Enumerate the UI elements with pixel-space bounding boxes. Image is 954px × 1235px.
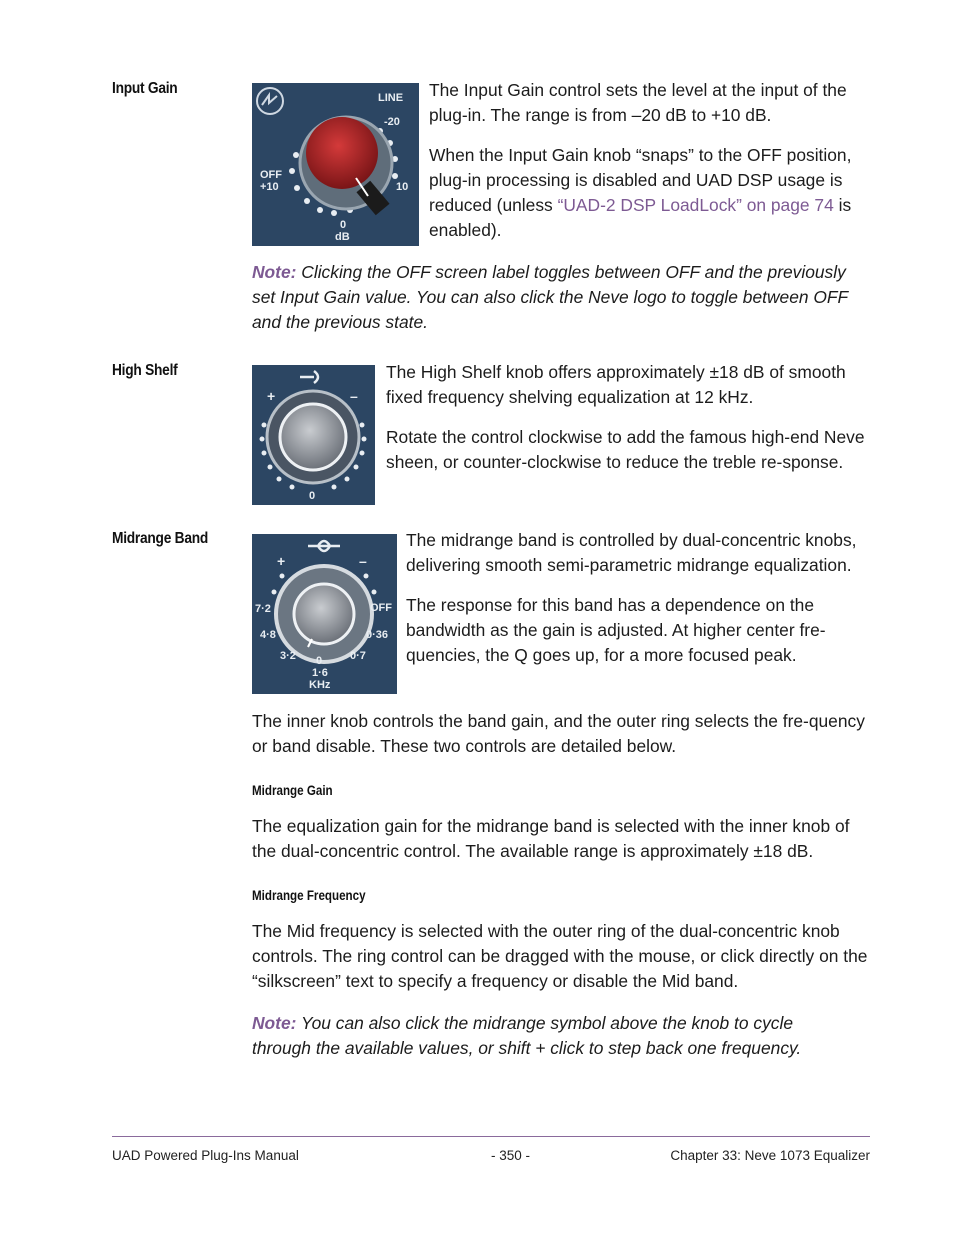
label-khz: KHz: [309, 679, 331, 691]
midrange-description: [406, 528, 872, 683]
high-shelf-p1: The High Shelf knob offers approximately ±18 dB of smooth fixed frequency shelving equalization at 12 kHz.: [386, 362, 846, 407]
high-shelf-knob-graphic: [252, 365, 375, 505]
label-0-36: 0·36: [366, 629, 389, 641]
subheading-midrange-frequency: Midrange Frequency: [252, 888, 366, 903]
input-gain-description: [429, 78, 871, 258]
label-db: dB: [335, 231, 350, 243]
input-gain-p1: The Input Gain control sets the level at the input of the plug-in. The range is from –20 dB to +10 dB.: [429, 80, 847, 125]
section-heading-high-shelf: High Shelf: [112, 362, 178, 379]
midrange-knob-image: [252, 534, 397, 694]
label-line: LINE: [378, 92, 404, 104]
input-gain-knob-image: [252, 83, 419, 246]
label-plus10: +10: [260, 181, 279, 193]
high-shelf-knob-image: [252, 365, 375, 505]
label-zero: 0: [316, 655, 323, 667]
midrange-gain-text: The equalization gain for the midrange band is selected with the inner knob of the dual-concentric control. The available range is approximately ±18 dB.: [252, 816, 850, 861]
midrange-p1: The midrange band is controlled by dual-concentric knobs, delivering smooth semi-parametric midrange equalization.: [406, 530, 857, 575]
midrange-p2: The response for this band has a dependence on the bandwidth as the gain is adjusted. At higher center fre-quencies, the Q goes up, for a more focused peak.: [406, 595, 826, 665]
input-gain-red-knob: [306, 117, 378, 189]
note-label: Note:: [252, 262, 297, 282]
input-gain-p2: When the Input Gain knob “snaps” to the OFF position, plug-in processing is disabled and UAD DSP usage is reduced (unless “UAD-2 DSP LoadLock” on page 74 is enabled).: [429, 145, 852, 240]
label-off: OFF: [260, 169, 282, 181]
note-label: Note:: [252, 1013, 297, 1033]
label-1-6: 1·6: [312, 667, 328, 679]
footer-chapter-title: Chapter 33: Neve 1073 Equalizer: [670, 1148, 870, 1163]
high-shelf-p2: Rotate the control clockwise to add the famous high-end Neve sheen, or counter-clockwise to reduce the treble re-sponse.: [386, 427, 865, 472]
high-shelf-description: [386, 360, 872, 490]
high-shelf-knob: [280, 404, 346, 470]
label-plus: +: [277, 553, 286, 569]
label-minus: –: [350, 388, 358, 404]
label-minus20: -20: [384, 116, 400, 128]
label-3-2: 3·2: [280, 650, 296, 662]
midrange-knob-graphic: [252, 534, 397, 694]
footer-manual-title: UAD Powered Plug-Ins Manual: [112, 1148, 299, 1163]
midrange-frequency-note: Note: You can also click the midrange symbol above the knob to cycle through the available values, or shift + click to step back one frequency.: [252, 1013, 802, 1058]
label-ten: 10: [396, 181, 409, 193]
midrange-frequency-text: The Mid frequency is selected with the outer ring of the dual-concentric knob controls. The ring control can be dragged with the mouse, or click directly on the “silkscreen” text to specify a frequency or disable the Mid band.: [252, 921, 868, 991]
section-heading-input-gain: Input Gain: [112, 80, 178, 97]
footer-page-number: - 350 -: [491, 1148, 531, 1163]
midrange-inner-knob: [294, 584, 354, 644]
label-plus: +: [267, 388, 276, 404]
footer-rule: [112, 1136, 870, 1137]
label-zero: 0: [309, 490, 316, 502]
label-7-2: 7·2: [255, 603, 271, 615]
input-gain-knob-graphic: [252, 83, 419, 246]
label-off: OFF: [370, 602, 392, 614]
section-heading-midrange-band: Midrange Band: [112, 530, 209, 547]
label-zero: 0: [340, 219, 347, 231]
loadlock-link[interactable]: “UAD-2 DSP LoadLock” on page 74: [557, 195, 834, 215]
label-minus: –: [359, 553, 367, 569]
label-4-8: 4·8: [260, 629, 276, 641]
input-gain-note: Note: Clicking the OFF screen label toggles between OFF and the previously set Input Gain value. You can also click the Neve logo to toggle between OFF and the previous state.: [252, 262, 848, 332]
subheading-midrange-gain: Midrange Gain: [252, 783, 333, 798]
label-0-7: 0·7: [350, 650, 366, 662]
midrange-p3: The inner knob controls the band gain, and the outer ring selects the fre-quency or band disable. These two controls are detailed below.: [252, 711, 865, 756]
